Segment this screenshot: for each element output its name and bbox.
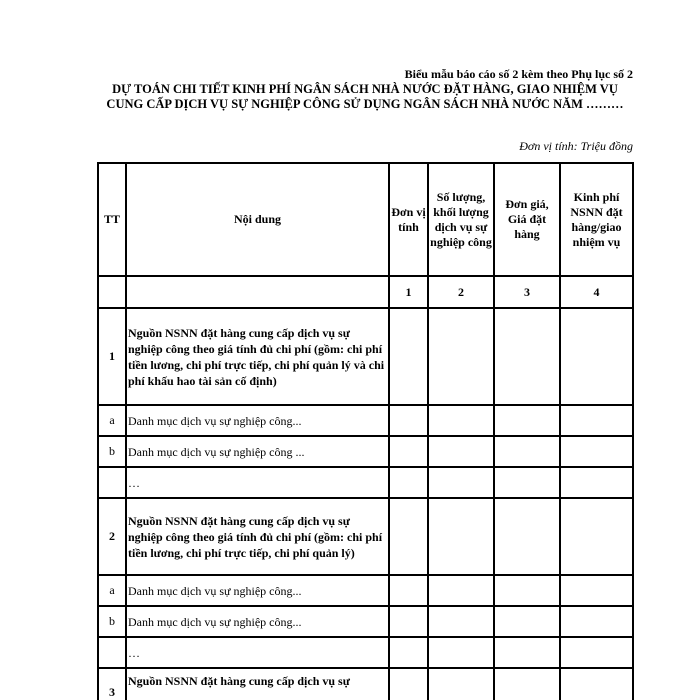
row-funding-cell [560, 467, 633, 498]
colnum-funding: 4 [560, 276, 633, 308]
row-quantity-cell [428, 575, 494, 606]
row-price-cell [494, 637, 560, 668]
header-price: Đơn giá, Giá đặt hàng [494, 163, 560, 276]
row-content: Nguồn NSNN đặt hàng cung cấp dịch vụ sự nghiệp công theo giá tính đủ chi phí (gồm: chi phí tiền lương, chi phí trực tiếp, chi phí quản lý) [126, 498, 389, 575]
row-quantity-cell [428, 637, 494, 668]
colnum-tt [98, 276, 126, 308]
row-content: … [126, 467, 389, 498]
row-unit-cell [389, 436, 428, 467]
row-funding-cell [560, 498, 633, 575]
table-row [98, 467, 633, 498]
colnum-quantity: 2 [428, 276, 494, 308]
row-price-cell [494, 606, 560, 637]
colnum-price: 3 [494, 276, 560, 308]
row-tt [98, 467, 126, 498]
row-price-cell [494, 308, 560, 405]
table-row [98, 637, 633, 668]
budget-table [97, 162, 634, 700]
table-row [98, 308, 633, 405]
row-unit-cell [389, 668, 428, 700]
row-unit-cell [389, 575, 428, 606]
header-tt: TT [98, 163, 126, 276]
row-tt: b [98, 606, 126, 637]
table-row [98, 668, 633, 700]
row-tt: a [98, 405, 126, 436]
row-funding-cell [560, 308, 633, 405]
row-quantity-cell [428, 467, 494, 498]
column-number-row [98, 276, 633, 308]
row-quantity-cell [428, 498, 494, 575]
row-price-cell [494, 436, 560, 467]
row-content: … [126, 637, 389, 668]
table-row [98, 436, 633, 467]
row-unit-cell [389, 637, 428, 668]
row-tt: 2 [98, 498, 126, 575]
row-price-cell [494, 668, 560, 700]
header-content: Nội dung [126, 163, 389, 276]
header-quantity: Số lượng, khối lượng dịch vụ sự nghiệp công [428, 163, 494, 276]
row-price-cell [494, 405, 560, 436]
row-quantity-cell [428, 405, 494, 436]
row-price-cell [494, 498, 560, 575]
row-funding-cell [560, 637, 633, 668]
row-funding-cell [560, 668, 633, 700]
row-unit-cell [389, 498, 428, 575]
row-quantity-cell [428, 606, 494, 637]
row-content: Danh mục dịch vụ sự nghiệp công ... [126, 436, 389, 467]
header-unit: Đơn vị tính [389, 163, 428, 276]
table-header-row [98, 163, 633, 276]
row-tt: 3 [98, 668, 126, 700]
colnum-unit: 1 [389, 276, 428, 308]
row-unit-cell [389, 308, 428, 405]
row-quantity-cell [428, 436, 494, 467]
table-row [98, 606, 633, 637]
table-row [98, 498, 633, 575]
table-row [98, 405, 633, 436]
row-content: Danh mục dịch vụ sự nghiệp công... [126, 575, 389, 606]
row-unit-cell [389, 405, 428, 436]
row-quantity-cell [428, 668, 494, 700]
header-funding: Kinh phí NSNN đặt hàng/giao nhiệm vụ [560, 163, 633, 276]
table-row [98, 575, 633, 606]
row-quantity-cell [428, 308, 494, 405]
row-content: Danh mục dịch vụ sự nghiệp công... [126, 606, 389, 637]
row-funding-cell [560, 606, 633, 637]
row-content: Danh mục dịch vụ sự nghiệp công... [126, 405, 389, 436]
document-title: DỰ TOÁN CHI TIẾT KINH PHÍ NGÂN SÁCH NHÀ NƯỚC ĐẶT HÀNG, GIAO NHIỆM VỤ CUNG CẤP DỊCH VỤ SỰ NGHIỆP CÔNG SỬ DỤNG NGÂN SÁCH NHÀ NƯỚC NĂM ……… [106, 82, 624, 111]
row-funding-cell [560, 405, 633, 436]
row-tt: a [98, 575, 126, 606]
row-content: Nguồn NSNN đặt hàng cung cấp dịch vụ sự [126, 668, 389, 700]
row-tt: 1 [98, 308, 126, 405]
row-unit-cell [389, 467, 428, 498]
row-price-cell [494, 575, 560, 606]
colnum-content [126, 276, 389, 308]
row-tt [98, 637, 126, 668]
row-unit-cell [389, 606, 428, 637]
unit-note: Đơn vị tính: Triệu đồng [519, 139, 633, 153]
row-funding-cell [560, 436, 633, 467]
form-note: Biểu mẫu báo cáo số 2 kèm theo Phụ lục số 2 [404, 67, 633, 81]
row-tt: b [98, 436, 126, 467]
row-price-cell [494, 467, 560, 498]
row-content: Nguồn NSNN đặt hàng cung cấp dịch vụ sự nghiệp công theo giá tính đủ chi phí (gồm: chi phí tiền lương, chi phí trực tiếp, chi phí quản lý và chi phí khấu hao tài sản cố định) [126, 308, 389, 405]
row-funding-cell [560, 575, 633, 606]
